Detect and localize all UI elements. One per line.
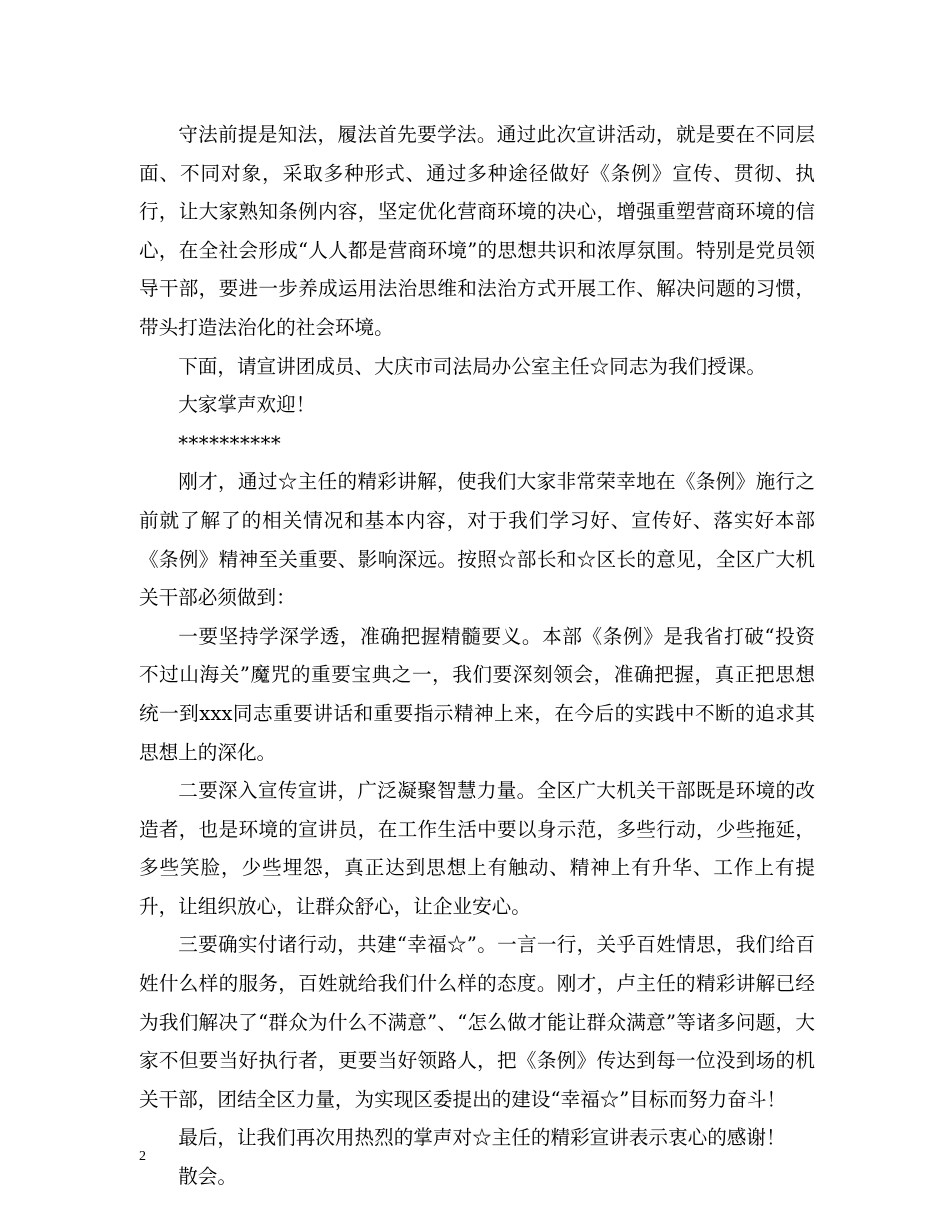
paragraph-law-awareness: 守法前提是知法，履法首先要学法。通过此次宣讲活动，就是要在不同层面、不同对象，采取多种形式、通过多种途径做好《条例》宣传、贯彻、执行，让大家熟知条例内容，坚定优化营商环境的决心，增强重塑营商环境的信心，在全社会形成“人人都是营商环境”的思想共识和浓厚氛围。特别是党员领导干部，要进一步养成运用法治思维和法治方式开展工作、解决问题的习惯，带头打造法治化的社会环境。 [139, 123, 815, 339]
paragraph-point-three: 三要确实付诸行动，共建“幸福☆”。一言一行，关乎百姓情思，我们给百姓什么样的服务，百姓就给我们什么样的态度。刚才，卢主任的精彩讲解已经为我们解决了“群众为什么不满意”、“怎么做才能让群众满意”等诸多问题，大家不但要当好执行者，更要当好领路人，把《条例》传达到每一位没到场的机关干部，团结全区力量，为实现区委提出的建设“幸福☆”目标而努力奋斗！ [139, 933, 815, 1111]
paragraph-after-lecture: 刚才，通过☆主任的精彩讲解，使我们大家非常荣幸地在《条例》施行之前就了解了的相关情况和基本内容，对于我们学习好、宣传好、落实好本部《条例》精神至关重要、影响深远。按照☆部长和☆区长的意见，全区广大机关干部必须做到： [139, 470, 815, 610]
paragraph-thanks: 最后，让我们再次用热烈的掌声对☆主任的精彩宣讲表示衷心的感谢！ [178, 1126, 786, 1150]
document-body [139, 116, 815, 1197]
paragraph-applause-welcome: 大家掌声欢迎！ [178, 393, 316, 417]
paragraph-speaker-intro: 下面，请宣讲团成员、大庆市司法局办公室主任☆同志为我们授课。 [178, 354, 766, 378]
paragraph-point-one: 一要坚持学深学透，准确把握精髓要义。本部《条例》是我省打破“投资不过山海关”魔咒的重要宝典之一，我们要深刻领会，准确把握，真正把思想统一到xxx同志重要讲话和重要指示精神上来，在今后的实践中不断的追求其思想上的深化。 [139, 624, 815, 764]
paragraph-point-two: 二要深入宣传宣讲，广泛凝聚智慧力量。全区广大机关干部既是环境的改造者，也是环境的宣讲员，在工作生活中要以身示范，多些行动，少些拖延，多些笑脸，少些埋怨，真正达到思想上有触动、精神上有升华、工作上有提升，让组织放心，让群众舒心，让企业安心。 [139, 779, 815, 918]
page-number: 2 [139, 1149, 146, 1164]
paragraph-separator: ********** [178, 431, 282, 455]
paragraph-adjourn: 散会。 [178, 1165, 237, 1189]
